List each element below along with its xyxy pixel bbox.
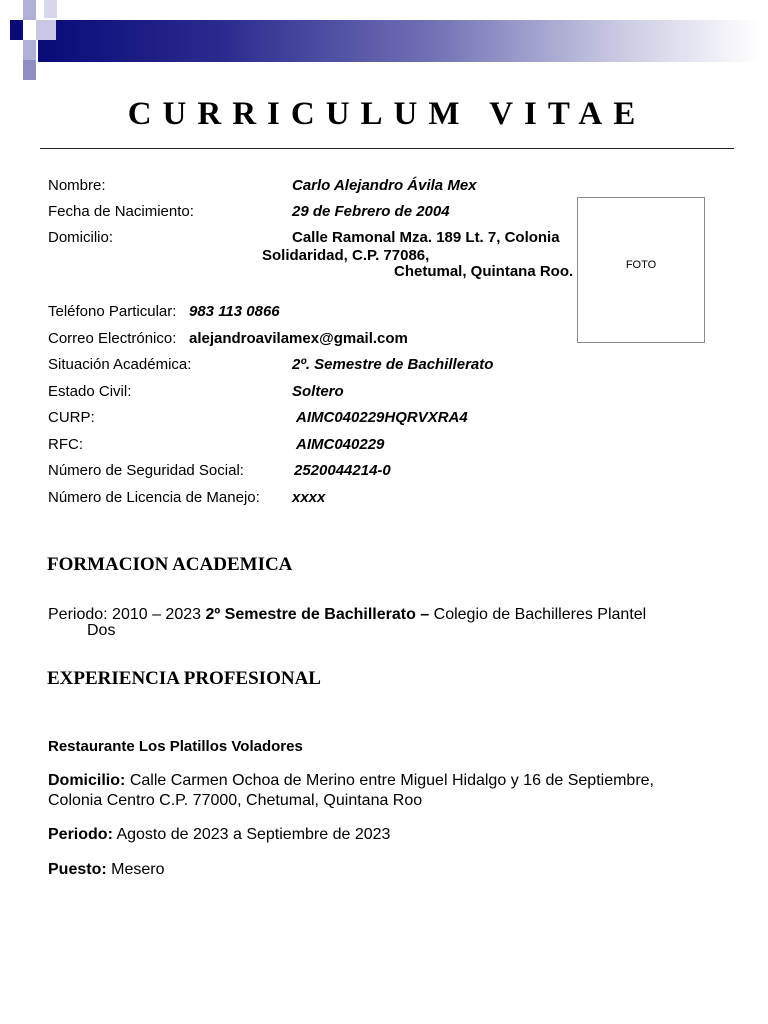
academic-status-value: 2º. Semestre de Bachillerato	[292, 356, 494, 373]
curp-value: AIMC040229HQRVXRA4	[296, 409, 468, 426]
document-title: CURRICULUM VITAE	[127, 96, 647, 132]
phone-value: 983 113 0866	[189, 303, 280, 320]
academic-status-label: Situación Académica:	[48, 356, 192, 373]
education-heading: FORMACION ACADEMICA	[47, 554, 293, 575]
experience-address	[48, 771, 654, 811]
experience-heading: EXPERIENCIA PROFESIONAL	[47, 668, 321, 689]
education-entry	[48, 605, 728, 625]
address-line-2: Solidaridad, C.P. 77086,	[262, 247, 430, 264]
driver-license-label: Número de Licencia de Manejo:	[48, 489, 260, 506]
decorative-square	[23, 40, 36, 60]
experience-address-value: Calle Carmen Ochoa de Merino entre Miguel Hidalgo y 16 de Septiembre, Colonia Centro C.P. 77000, Chetumal, Quintana Roo	[48, 772, 654, 809]
education-period: Periodo: 2010 – 2023	[48, 606, 206, 623]
decorative-square	[23, 0, 36, 20]
phone-label: Teléfono Particular:	[48, 303, 177, 320]
address-label: Domicilio:	[48, 229, 114, 246]
name-value: Carlo Alejandro Ávila Mex	[292, 177, 477, 194]
address-line-3: Chetumal, Quintana Roo.	[394, 263, 574, 280]
rfc-value: AIMC040229	[296, 436, 385, 453]
header-gradient-band	[38, 20, 760, 62]
experience-address-label: Domicilio:	[48, 772, 126, 789]
experience-position-label: Puesto:	[48, 861, 107, 878]
birth-date-value: 29 de Febrero de 2004	[292, 203, 450, 220]
education-school: Colegio de Bachilleres Plantel	[429, 606, 647, 623]
birth-date-label: Fecha de Nacimiento:	[48, 203, 194, 220]
social-security-label: Número de Seguridad Social:	[48, 462, 244, 479]
photo-label: FOTO	[625, 259, 657, 271]
title-divider	[40, 148, 734, 149]
decorative-square	[10, 20, 23, 40]
photo-placeholder	[577, 197, 705, 343]
civil-status-label: Estado Civil:	[48, 383, 132, 400]
social-security-value: 2520044214-0	[294, 462, 391, 479]
education-school-continuation: Dos	[87, 622, 116, 639]
experience-period-label: Periodo:	[48, 826, 113, 843]
email-label: Correo Electrónico:	[48, 330, 177, 347]
experience-company: Restaurante Los Platillos Voladores	[48, 738, 303, 755]
curp-label: CURP:	[48, 409, 95, 426]
experience-position	[48, 860, 164, 880]
driver-license-value: xxxx	[292, 489, 326, 506]
decorative-square	[36, 20, 56, 40]
experience-period	[48, 825, 390, 845]
decorative-square	[44, 0, 57, 18]
email-value: alejandroavilamex@gmail.com	[189, 330, 408, 347]
name-label: Nombre:	[48, 177, 106, 194]
decorative-square	[23, 60, 36, 80]
civil-status-value: Soltero	[292, 383, 344, 400]
rfc-label: RFC:	[48, 436, 83, 453]
experience-period-value: Agosto de 2023 a Septiembre de 2023	[112, 826, 391, 843]
address-line-1: Calle Ramonal Mza. 189 Lt. 7, Colonia	[292, 229, 560, 246]
experience-position-value: Mesero	[106, 861, 165, 878]
education-degree: 2º Semestre de Bachillerato –	[205, 606, 430, 623]
